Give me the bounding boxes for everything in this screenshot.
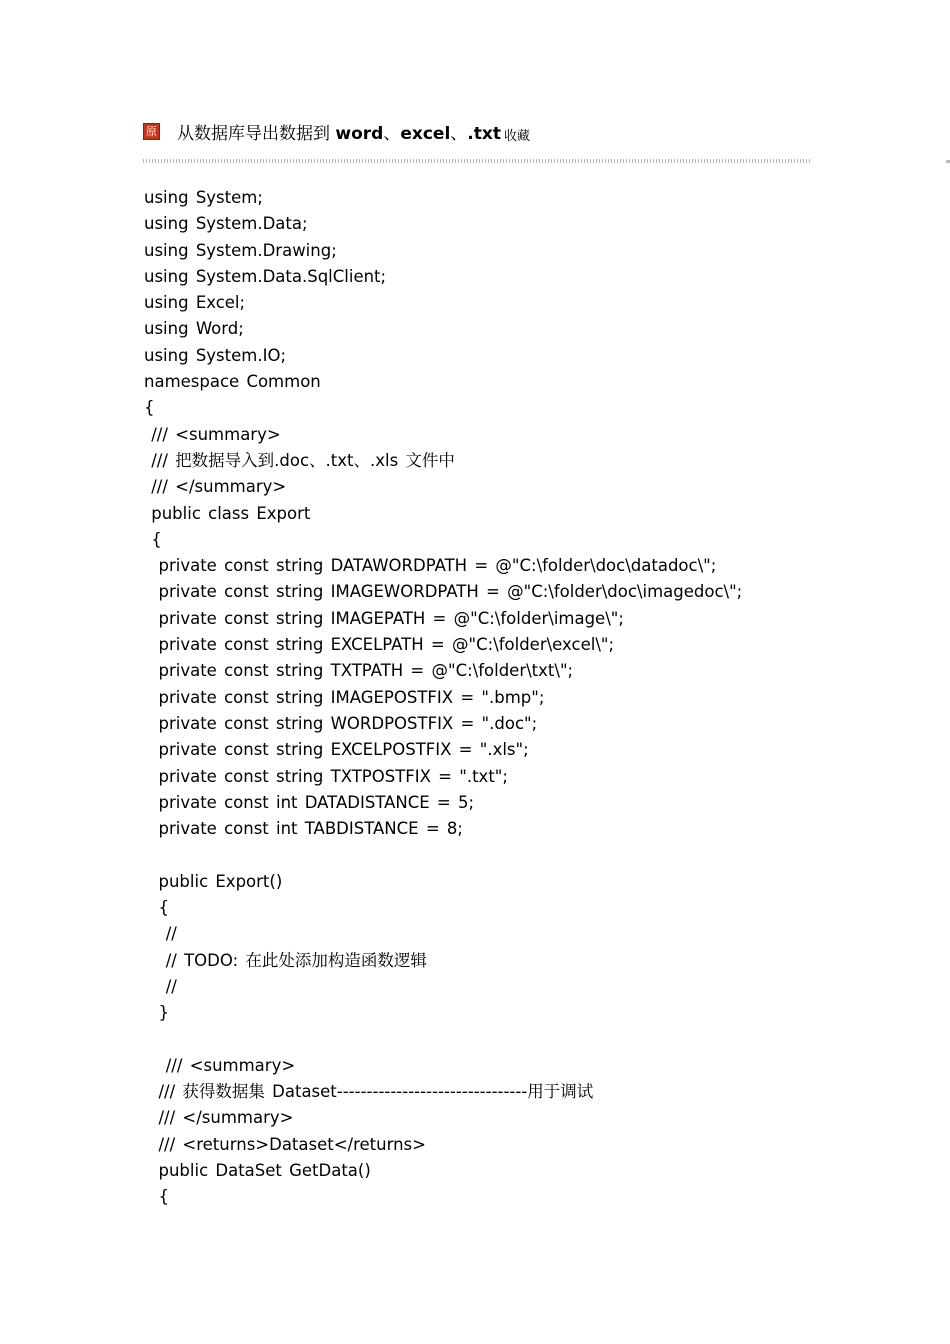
code-block xyxy=(144,185,934,1211)
code-line: private const int DATADISTANCE = 5; xyxy=(144,792,475,812)
code-line: using System.Data.SqlClient; xyxy=(144,266,387,286)
code-line: using Excel; xyxy=(144,293,246,313)
original-badge-icon: 原 xyxy=(143,123,160,140)
code-line: using System.Drawing; xyxy=(144,240,337,260)
code-line: public DataSet GetData() xyxy=(144,1160,371,1180)
code-line: /// 获得数据集 Dataset--------------------------------用于调试 xyxy=(144,1082,594,1102)
code-line: private const string IMAGEPOSTFIX = ".bmp"; xyxy=(144,687,545,707)
code-line: public class Export xyxy=(144,503,311,523)
code-line: /// <returns>Dataset</returns> xyxy=(144,1134,426,1154)
code-line xyxy=(144,1027,934,1053)
code-line: } xyxy=(144,1003,169,1023)
code-line: private const string IMAGEPATH = @"C:\folder\image\"; xyxy=(144,608,624,628)
code-line: /// <summary> xyxy=(144,424,281,444)
code-line: private const int TABDISTANCE = 8; xyxy=(144,819,463,839)
code-line: using System.Data; xyxy=(144,214,308,234)
code-line: { xyxy=(144,398,155,418)
divider-edge-mark xyxy=(946,160,950,163)
code-line: /// </summary> xyxy=(144,477,287,497)
code-line: private const string TXTPATH = @"C:\folder\txt\"; xyxy=(144,661,574,681)
code-line: private const string TXTPOSTFIX = ".txt"; xyxy=(144,766,508,786)
code-line: { xyxy=(144,898,169,918)
code-line: /// </summary> xyxy=(144,1108,294,1128)
title-divider xyxy=(143,159,810,163)
code-line: /// 把数据导入到.doc、.txt、.xls 文件中 xyxy=(144,450,455,470)
article-title[interactable]: 从数据库导出数据到 word、excel、.txt xyxy=(177,123,501,144)
code-line: { xyxy=(144,1187,169,1207)
code-line: using System.IO; xyxy=(144,345,287,365)
code-line: // TODO: 在此处添加构造函数逻辑 xyxy=(144,950,427,970)
code-line: { xyxy=(144,529,162,549)
code-line: using System; xyxy=(144,188,263,207)
code-line: /// <summary> xyxy=(144,1055,296,1075)
code-line: private const string WORDPOSTFIX = ".doc"; xyxy=(144,713,538,733)
code-line: namespace Common xyxy=(144,372,321,392)
code-line: public Export() xyxy=(144,871,283,891)
article-title-row xyxy=(143,118,530,144)
favorite-link[interactable]: 收藏 xyxy=(503,128,530,144)
code-line: // xyxy=(144,924,177,944)
code-line: private const string IMAGEWORDPATH = @"C:\folder\doc\imagedoc\"; xyxy=(144,582,743,602)
code-line xyxy=(144,842,934,868)
code-line: private const string EXCELPOSTFIX = ".xls"; xyxy=(144,740,529,760)
code-line: using Word; xyxy=(144,319,244,339)
code-line: // xyxy=(144,976,177,996)
code-line: private const string DATAWORDPATH = @"C:\folder\doc\datadoc\"; xyxy=(144,556,717,576)
code-line: private const string EXCELPATH = @"C:\folder\excel\"; xyxy=(144,635,615,655)
